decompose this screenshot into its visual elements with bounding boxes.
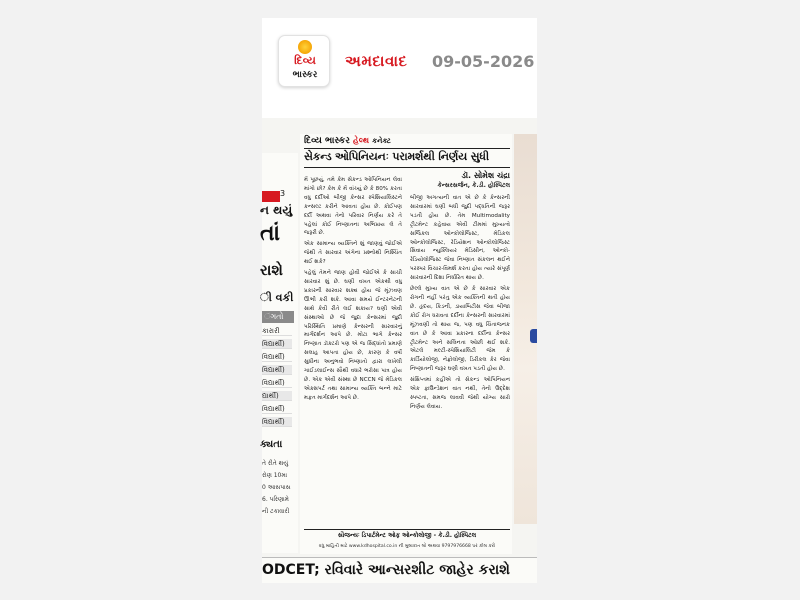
headline-top-rule	[304, 148, 510, 149]
sponsor-line: સૌજન્યઃ ડિપાર્ટમેન્ટ ઓફ ઓન્કોલોજી - કે.ડી. હોસ્પિટલ	[337, 532, 477, 539]
article-paragraph: મેં પૂછયું, તમે કેમ સેકન્ડ ઓપિનિયન લેવા માંગો છો? કેમ કે મેં વાંચ્યું છે કે 80% કરતા વધુ દર્દીઓ બીજી કેન્સર સ્પેશિયાલિસ્ટને કન્સલ્ટ કરીને આવતા હોય છે. કોઈપણ દર્દી અથવા તેનો પરિવાર નિર્ણય કરે તે પહેલાં કોઈ નિષ્ણાતના અભિપ્રાય લે તે જરૂરી છે.	[304, 177, 402, 237]
headline-bottom-rule	[304, 167, 510, 168]
page-number-marker	[262, 191, 280, 202]
left-table-row: વિદ્યાર્થી)	[262, 352, 292, 362]
article-paragraph: સંક્ષિપ્તમાં કહીએ તો સેકન્ડ ઓપિનિયન એક ફાઉન્ડેશન વાત નથી, તેનો ઉદ્દેશ સ્પષ્ટતા, સમજ લાવવી જેથી યોગ્ય સારો નિર્ણય લેવાય.	[410, 377, 510, 410]
left-table-row: વિદ્યાર્થી)	[262, 365, 292, 375]
article-brand-line	[304, 136, 391, 146]
divya-bhaskar-logo[interactable]	[278, 35, 330, 87]
left-subhead-fragment: ી વકી	[260, 291, 294, 304]
left-table-row: દ્યાર્થી)	[262, 391, 292, 401]
bottom-headline-text: ODCET; રવિવારે આન્સરશીટ જાહેર કરાશે	[262, 562, 510, 578]
page-number: 3	[280, 189, 286, 198]
article-column-2	[410, 194, 510, 414]
brand-health: હેલ્થ	[353, 136, 370, 145]
author-title: કેન્સરસર્જન, કે.ડી. હોસ્પિટલ	[437, 182, 510, 189]
article-paragraph: પહેલું તેમને જાણ હોવી જોઈએ કે સાચી સારવાર શું છે. ઘણી વખત એકથી વધુ પ્રકારની સારવાર શક્ય હોય જે મૂંઝવણ ઊભી કરી શકે. આવા સમયે ઈન્ટરનેટની સાથે કેવી રીતે લઈ શકાય? ઘણી એવી સંસ્થાઓ છે જે જુદા કેન્સરમાં જુદી પરિસ્થિતિ પ્રમાણે કેન્સરની સારવારનું માર્ગદર્શન આપે છે. મોટા ભાગે કેન્સર નિષ્ણાત ડૉક્ટરો પણ એ જ સિદ્ધાંતો પ્રમાણે સલાહ આપતા હોય છે, કારણ કે વર્ષો સુધીના અનુભવો નિષ્ણાતો દ્વારા લખેલી ગાઈડલાઈન્સ સૌથી વધારે ભરોસા પાત્ર હોય છે. એક એવી સંસ્થા છે NCCN જે મેડિકલ એક્સપર્ટ તથા સામાન્ય વ્યક્તિ બન્ને માટે મફત માર્ગદર્શન આપે છે.	[304, 270, 402, 401]
sun-icon	[298, 40, 312, 54]
bottom-neighbour-headline	[262, 557, 537, 583]
author-name: ડૉ. સોમેશ ચંદ્રા	[461, 171, 510, 180]
right-neighbour-image-edge	[514, 134, 537, 524]
logo-line-1: દિવ્ય	[294, 54, 316, 67]
left-table-row: વિદ્યાર્થી)	[262, 417, 292, 427]
left-text-line: 0 આસપાસ	[262, 484, 291, 491]
left-tag: ંગતો	[262, 311, 294, 323]
health-article	[300, 134, 512, 554]
left-headline-fragment-3: રાશે	[260, 261, 283, 279]
image-fragment	[530, 329, 537, 343]
brand-name: દિવ્ય ભાસ્કર	[304, 136, 350, 146]
left-headline-fragment-2: તાં	[260, 221, 280, 246]
epaper-header	[262, 18, 537, 118]
left-neighbour-column	[262, 153, 298, 553]
left-text-line: રોણ 10મા	[262, 472, 288, 479]
left-text-line: 6. પરિણામે	[262, 496, 289, 503]
edition-city: અમદાવાદ	[345, 52, 408, 70]
newspaper-page	[262, 118, 537, 583]
article-paragraph: એક સામાન્ય વ્યક્તિને શું જાણવું જોઈએ જેથી તે સારવાર અંગેના પ્રશ્નોથી નિશ્ચિંત થઈ શકે?	[304, 241, 402, 266]
article-column-1	[304, 176, 402, 405]
brand-connect: કનેક્ટ	[372, 137, 391, 145]
left-table-row: કારારી	[262, 326, 292, 336]
article-headline: સેકન્ડ ઓપિનિયનઃ પરામર્શથી નિર્ણય સુધી	[304, 150, 489, 163]
left-section-heading: ક્યતા	[260, 439, 283, 450]
article-paragraph: છેલ્લે મુખ્ય વાત એ છે કે સારવાર એક રોગની નહીં પરંતુ એક વ્યક્તિની થતી હોય છે. હૃદય, કિડની, ડાયાબિટીસ જેવા બીજા કોઈ રોગ ધરાવતા દર્દીના કેન્સરની સારવારમાં મૂંઝવણી તો થાય જ, પણ વધુ ચિંતાજનક વાત છે કે આવા પ્રકારના દર્દીના કેન્સર ટ્રીટમેન્ટ અને સલિનતા ઓછી થઈ શકે. એટલે મલ્ટી-સ્પેશિયાલિટી જેમ કે કાર્ડિયોલોજી, નેફ્રોલોજી, ડિરીકલ કેર જેવા નિષ્ણાતની જરૂર ઘણી વખત પડતી હોય છે.	[410, 286, 510, 373]
edition-date: 09-05-2026	[432, 52, 535, 71]
contact-line: વધુ માહિતી માટે www.kdhospital.co.in ની મુલાકાત લો અથવા 9797976668 પર કૉલ કરો	[318, 544, 496, 549]
left-table-row: વિદ્યાર્થી)	[262, 339, 292, 349]
clipping-viewer	[262, 18, 537, 583]
logo-line-2: ભાસ્કર	[292, 70, 318, 80]
footer-rule	[304, 529, 510, 530]
article-paragraph: બીજી અગત્યની વાત એ છે કે કેન્સરની સારવારમાં ઘણી બધી જુદી પદ્ધતિની જરૂર પડતી હોય છે. તેમ Multimodality ટ્રીટમેન્ટ કહેવાય એવી ટીમમાં મુખ્યત્વે સર્જિકલ ઓન્કોલોજિસ્ટ, મેડિકલ ઓન્કોલોજિસ્ટ, રેડિયેશન ઓન્કોલોજિસ્ટ સિવાય ન્યુક્લિયર મેડિસીન, ઓન્કો-રેડિયોલોજિસ્ટ જેવા નિષ્ણાત સંકલન થઈને પરસ્પર વિચાર-વિમર્શ કરતા હોય ત્યારે સંપૂર્ણ સારવારની દિશા નિર્ધારિત થાય છે.	[410, 195, 510, 282]
left-table-row: વિદ્યાર્થી)	[262, 378, 292, 388]
left-table-row: વિદ્યાર્થી)	[262, 404, 292, 414]
left-text-line: તે રીતે થયું	[262, 460, 289, 467]
left-text-line: ની ટકાવારી	[262, 508, 290, 515]
left-headline-fragment-1: ન થયું	[260, 203, 293, 217]
